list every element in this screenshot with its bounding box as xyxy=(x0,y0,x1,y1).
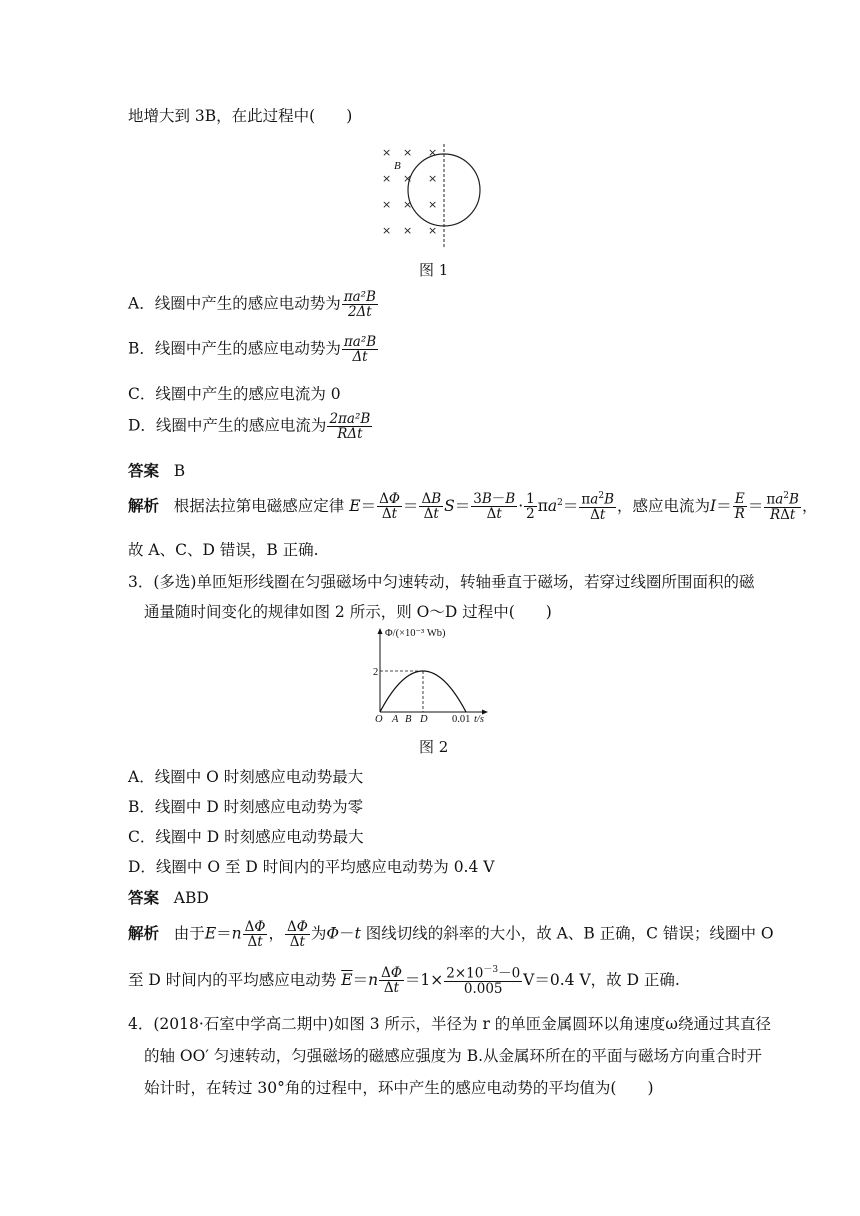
q3-analysis-2: 至 D 时间内的平均感应电动势 $\overline{E}=n$ $\frac{\Delta\Phi}{\Delta t}$ ＝1× $\frac{2\times 10^{-3}-0}{0.005}$ V＝0.4 V，故 D 正确. xyxy=(128,965,680,997)
q2-option-d[interactable]: D．线圈中产生的感应电流为 $\frac{\text{2πa²B}}{\text{RΔt}}$ xyxy=(128,411,371,443)
q2-analysis-tail: 故 A、C、D 错误，B 正确. xyxy=(128,541,319,559)
x-tick-001: 0.01 xyxy=(452,714,471,724)
q4-stem-2: 的轴 OO′ 匀速转动，匀强磁场的磁感应强度为 B.从金属环所在的平面与磁场方向重合时开 xyxy=(144,1047,763,1065)
svg-text:×: × xyxy=(403,172,413,185)
q2-option-a[interactable]: A．线圈中产生的感应电动势为 $\frac{\text{πa²B}}{2\Delta t}$ xyxy=(128,289,376,321)
q4-stem-1: 4．(2018·石室中学高二期中)如图 3 所示，半径为 r 的单匝金属圆环以角速度ω绕通过其直径 xyxy=(128,1015,771,1033)
figure-2-caption: 图 2 xyxy=(419,738,449,756)
q2-stem-tail: 地增大到 3B，在此过程中( ) xyxy=(128,107,353,125)
svg-text:×: × xyxy=(403,198,413,211)
q2-option-b[interactable]: B．线圈中产生的感应电动势为 $\frac{\text{πa²B}}{\Delta t}$ xyxy=(128,334,377,366)
svg-text:×: × xyxy=(428,198,438,211)
field-label: B xyxy=(394,160,401,172)
q3-option-b[interactable]: B．线圈中 D 时刻感应电动势为零 xyxy=(128,798,364,816)
q3-option-c[interactable]: C．线圈中 D 时刻感应电动势最大 xyxy=(128,828,364,846)
svg-text:×: × xyxy=(428,224,438,237)
svg-text:×: × xyxy=(428,172,438,185)
svg-text:×: × xyxy=(403,146,413,159)
q3-option-a[interactable]: A．线圈中 O 时刻感应电动势最大 xyxy=(128,768,364,786)
figure-1-caption: 图 1 xyxy=(419,261,449,279)
svg-text:×: × xyxy=(428,146,438,159)
svg-text:×: × xyxy=(382,198,392,211)
q4-stem-3: 始计时，在转过 30°角的过程中，环中产生的感应电动势的平均值为( ) xyxy=(144,1079,654,1097)
q2-option-c[interactable]: C．线圈中产生的感应电流为 0 xyxy=(128,385,341,403)
x-tick-d: D xyxy=(420,714,428,724)
x-tick-b: B xyxy=(405,714,412,724)
svg-text:×: × xyxy=(403,224,413,237)
q2-answer: 答案 B xyxy=(128,461,186,480)
svg-text:×: × xyxy=(382,224,392,237)
q3-answer: 答案 ABD xyxy=(128,888,209,907)
q3-analysis-1: 解析 由于E＝n $\frac{\Delta\Phi}{\Delta t}$ ， $\frac{\Delta\Phi}{\Delta t}$ 为Φ－t 图线切线的斜率的大小，故 A、B 正确，C 错误；线圈中 O xyxy=(128,919,774,951)
q3-stem-1: 3．(多选)单匝矩形线圈在匀强磁场中匀速转动，转轴垂直于磁场，若穿过线圈所围面积的磁 xyxy=(128,573,755,591)
y-axis-arrow xyxy=(378,628,383,634)
y-axis-label: Φ/(×10⁻³ Wb) xyxy=(385,628,446,639)
q3-stem-2: 通量随时间变化的规律如图 2 所示，则 O～D 过程中( ) xyxy=(144,603,552,621)
x-tick-o: O xyxy=(375,714,383,724)
q2-analysis: 解析 根据法拉第电磁感应定律 E＝ $\frac{\Delta\Phi}{\Delta t}$ ＝ $\frac{\Delta B}{\Delta t}$ S＝ $\frac{3B-B}{\Delta t}$ · $\frac{1}{2}$ $\pi a^2=$ $\frac{\pi a^2B}{\Delta t}$ ，感应电流为I＝ $\frac{E}{R}$ ＝ $\frac{\pi a^2B}{\text{RΔt}}$ ， xyxy=(128,491,818,523)
svg-text:×: × xyxy=(382,172,392,185)
figure-2-graph xyxy=(368,624,492,724)
x-axis-label: t/s xyxy=(474,714,484,724)
q3-option-d[interactable]: D．线圈中 O 至 D 时间内的平均感应电动势为 0.4 V xyxy=(128,858,495,876)
figure-1 xyxy=(372,140,492,250)
svg-text:×: × xyxy=(382,146,392,159)
y-tick-2: 2 xyxy=(373,667,379,678)
x-tick-a: A xyxy=(392,714,399,724)
